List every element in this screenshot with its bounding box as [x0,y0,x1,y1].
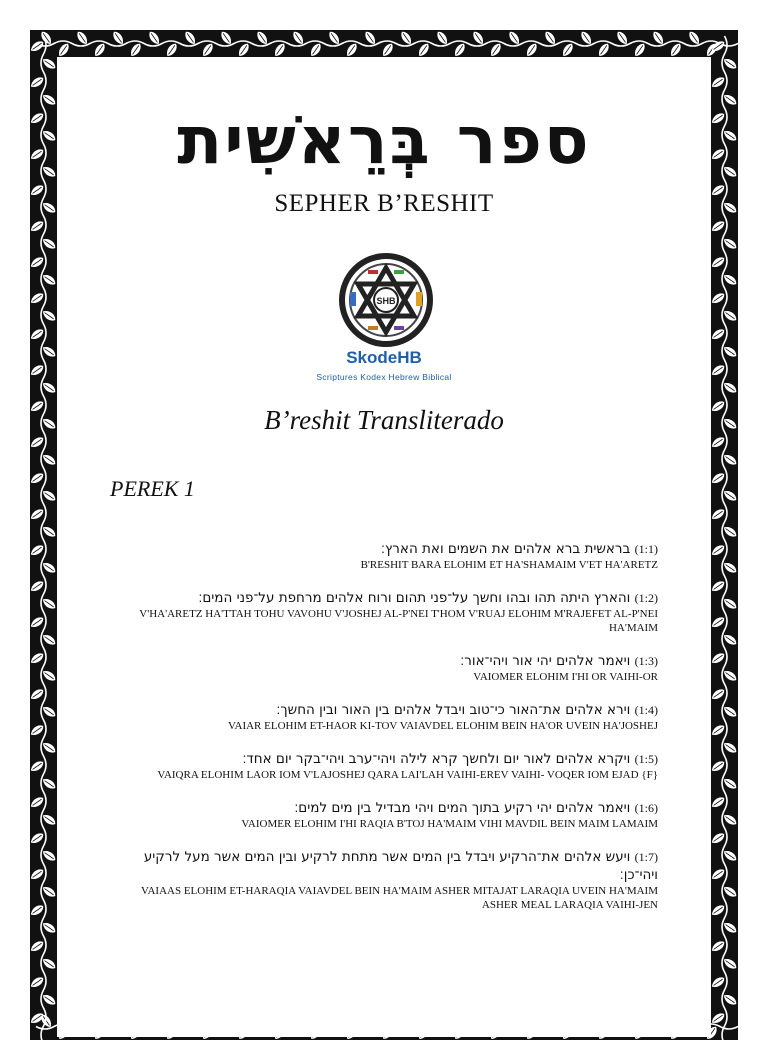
verse-hebrew [110,799,658,817]
logo-tagline: Scriptures Kodex Hebrew Biblical [316,372,452,382]
chapter-heading: PEREK 1 [110,476,195,501]
verse-reference: (1:7) [634,850,658,864]
verse-reference: (1:5) [634,752,658,766]
verse-list [110,540,658,929]
verse-hebrew [110,540,658,558]
verse-transliteration: V'HA'ARETZ HA'TTAH TOHU VAVOHU V'JOSHEJ AL-P'NEI T'HOM V'RUAJ ELOHIM M'RAJEFET AL-P'NEI HA'MAIM [139,608,658,634]
latin-title: SEPHER B’RESHIT [274,190,494,217]
verse-transliteration: B'RESHIT BARA ELOHIM ET HA'SHAMAIM V'ET HA'ARETZ [360,559,658,571]
verse-hebrew [110,701,658,719]
skodehb-logo [316,250,456,390]
verse-hebrew [110,750,658,768]
verse-reference: (1:2) [634,591,658,605]
verse-reference: (1:1) [634,542,658,556]
logo-name: SkodeHB [346,348,422,367]
verse-transliteration: VAIQRA ELOHIM LAOR IOM V'LAJOSHEJ QARA LAI'LAH VAIHI-EREV VAIHI- VOQER IOM EJAD {F} [157,769,658,781]
verse-item [110,750,658,782]
verse-hebrew-text: בראשית ברא אלהים את השמים ואת הארץ׃ [381,541,631,557]
verse-hebrew-text: ויעש אלהים את־הרקיע ויבדל בין המים אשר מתחת לרקיע ובין המים אשר מעל לרקיע ויהי־כן׃ [143,849,658,883]
verse-transliteration: VAIAAS ELOHIM ET-HARAQIA VAIAVDEL BEIN HA'MAIM ASHER MITAJAT LARAQIA UVEIN HA'MAIM ASHER MEAL LARAQIA VAIHI-JEN [140,885,658,911]
verse-item [110,848,658,912]
verse-hebrew-text: וירא אלהים את־האור כי־טוב ויבדל אלהים בין האור ובין החשך׃ [276,702,631,718]
verse-reference: (1:4) [634,703,658,717]
verse-reference: (1:6) [634,801,658,815]
verse-hebrew-text: ויאמר אלהים יהי רקיע בתוך המים ויהי מבדיל בין מים למים׃ [294,800,631,816]
verse-item [110,540,658,572]
logo-center-text: SHB [376,296,396,306]
verse-transliteration: VAIOMER ELOHIM I'HI OR VAIHI-OR [473,671,658,683]
document-subtitle: B’reshit Transliterado [264,405,504,435]
verse-hebrew [110,848,658,884]
verse-hebrew-text: ויאמר אלהים יהי אור ויהי־אור׃ [460,653,631,669]
verse-item [110,589,658,635]
verse-hebrew-text: ויקרא אלהים לאור יום ולחשך קרא לילה ויהי־ערב ויהי־בקר יום אחד׃ [242,751,631,767]
verse-transliteration: VAIOMER ELOHIM I'HI RAQIA B'TOJ HA'MAIM VIHI MAVDIL BEIN MAIM LAMAIM [241,818,658,830]
verse-hebrew [110,589,658,607]
verse-hebrew [110,652,658,670]
verse-item [110,799,658,831]
verse-transliteration: VAIAR ELOHIM ET-HAOR KI-TOV VAIAVDEL ELOHIM BEIN HA'OR UVEIN HA'JOSHEJ [227,720,658,732]
verse-hebrew-text: והארץ היתה תהו ובהו וחשך על־פני תהום ורוח אלהים מרחפת על־פני המים׃ [198,590,631,606]
verse-item [110,701,658,733]
verse-reference: (1:3) [634,654,658,668]
verse-item [110,652,658,684]
hebrew-title: ספר בְּרֵאשִׁית [177,102,591,179]
